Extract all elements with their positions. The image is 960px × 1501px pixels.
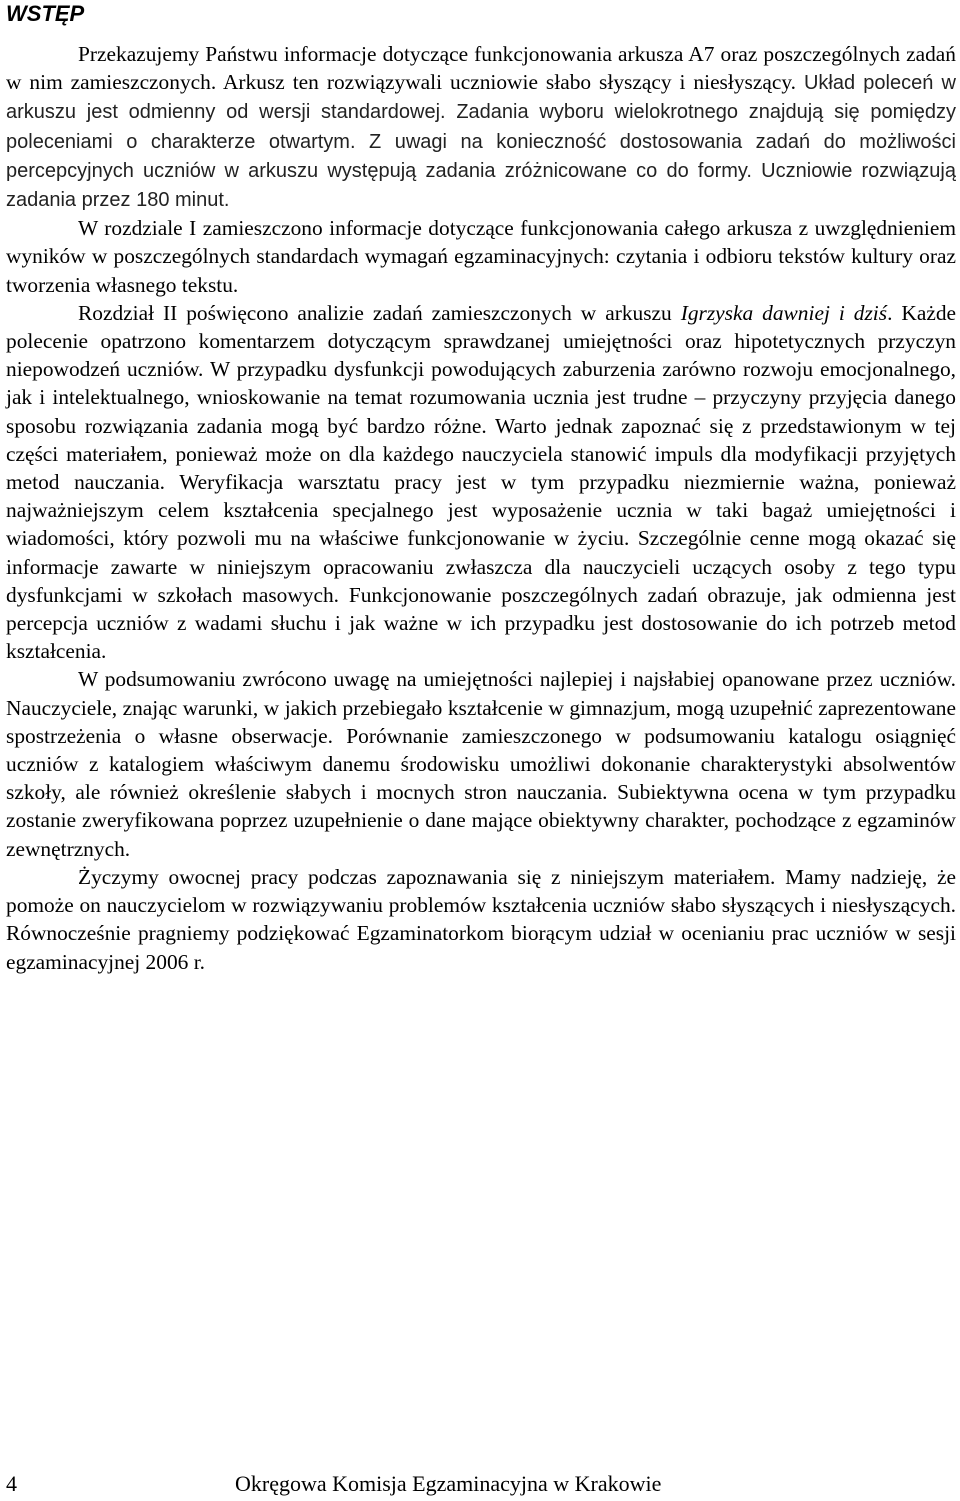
paragraph-chapter-two-start: Rozdział II poświęcono analizie zadań zamieszczonych w arkuszu xyxy=(78,300,681,325)
paragraph-chapter-two xyxy=(6,299,956,666)
paragraph-closing: Życzymy owocnej pracy podczas zapoznawania się z niniejszym materiałem. Mamy nadzieję, że pomoże on nauczycielom w rozwiązywaniu problemów kształcenia uczniów słabo słyszących i niesłyszących. Równocześnie pragniemy podziękować Egzaminatorkom biorącym udział w ocenianiu prac uczniów w sesji egzaminacyjnej 2006 r. xyxy=(6,864,956,974)
paragraph-chapter-one: W rozdziale I zamieszczono informacje dotyczące funkcjonowania całego arkusza z uwzględnieniem wyników w poszczególnych standardach wymagań egzaminacyjnych: czytania i odbioru tekstów kultury oraz tworzenia własnego tekstu. xyxy=(6,216,956,297)
paragraph-intro xyxy=(6,40,956,214)
paragraph-summary: W podsumowaniu zwrócono uwagę na umiejętności najlepiej i najsłabiej opanowane przez uczniów. Nauczyciele, znając warunki, w jakich przebiegało kształcenie w gimnazjum, mogą uzupełnić zaprezentowane spostrzeżenia o własne obserwacje. Porównanie zamieszczonego w podsumowaniu katalogu osiągnięć uczniów z katalogiem właściwym danemu środowisku umożliwi dokonanie charakterystyki absolwentów szkoły, ale również określenie słabych i mocnych stron nauczania. Subiektywna ocena w tym przypadku zostanie zweryfikowana poprzez uzupełnienie o dane mające obiektywny charakter, pochodzące z egzaminów zewnętrznych. xyxy=(6,667,956,861)
section-heading: WSTĘP xyxy=(6,1,85,26)
document-body xyxy=(6,40,956,976)
page-number: 4 xyxy=(6,1471,17,1496)
worksheet-title: Igrzyska dawniej i dziś xyxy=(680,300,888,325)
paragraph-chapter-two-end: . Każde polecenie opatrzono komentarzem dotyczącym sprawdzanej umiejętności oraz hipotetycznych przyczyn niepowodzeń uczniów. W przypadku dysfunkcji powodujących zaburzenia zarówno rozwoju emocjonalnego, jak i intelektualnego, wnioskowanie na temat rozumowania ucznia jest trudne – przyczyny przyjęcia danego sposobu rozwiązania zadania mogą być bardzo różne. Warto jednak zapoznać się z przedstawionym w tej części materiałem, ponieważ może on dla każdego nauczyciela stanowić impuls dla modyfikacji przyjętych metod nauczania. Weryfikacja warsztatu pracy jest w tym przypadku niezmiernie ważna, ponieważ najważniejszym celem kształcenia specjalnego jest wyposażenie ucznia w taki bagaż umiejętności i wiadomości, który pozwoli mu na właściwe funkcjonowanie w życiu. Szczególnie cenne mogą okazać się informacje zawarte w niniejszym opracowaniu zwłaszcza dla nauczycieli uczących osoby z tego typu dysfunkcjami w szkołach masowych. Funkcjonowanie poszczególnych zadań obrazuje, jak odmienna jest percepcja uczniów z wadami słuchu i jak ważne w ich przypadku jest dostosowanie do ich potrzeb metod kształcenia. xyxy=(6,300,957,664)
paragraph-intro-sans-text: Układ poleceń w arkuszu jest odmienny od wersji standardowej. Zadania wyboru wielokrotnego znajdują się pomiędzy poleceniami o charakterze otwartym. Z uwagi na konieczność dostosowania zadań do możliwości percepcyjnych uczniów w arkuszu występują zadania zróżnicowane co do formy. Uczniowie rozwiązują zadania przez 180 minut. xyxy=(6,72,956,212)
paragraph-intro-text: Przekazujemy Państwu informacje dotyczące funkcjonowania arkusza A7 oraz poszczególnych zadań w nim zamieszczonych. Arkusz ten rozwiązywali uczniowie słabo słyszący i niesłyszący. xyxy=(6,42,956,95)
footer-organization: Okręgowa Komisja Egzaminacyjna w Krakowie xyxy=(235,1471,662,1496)
